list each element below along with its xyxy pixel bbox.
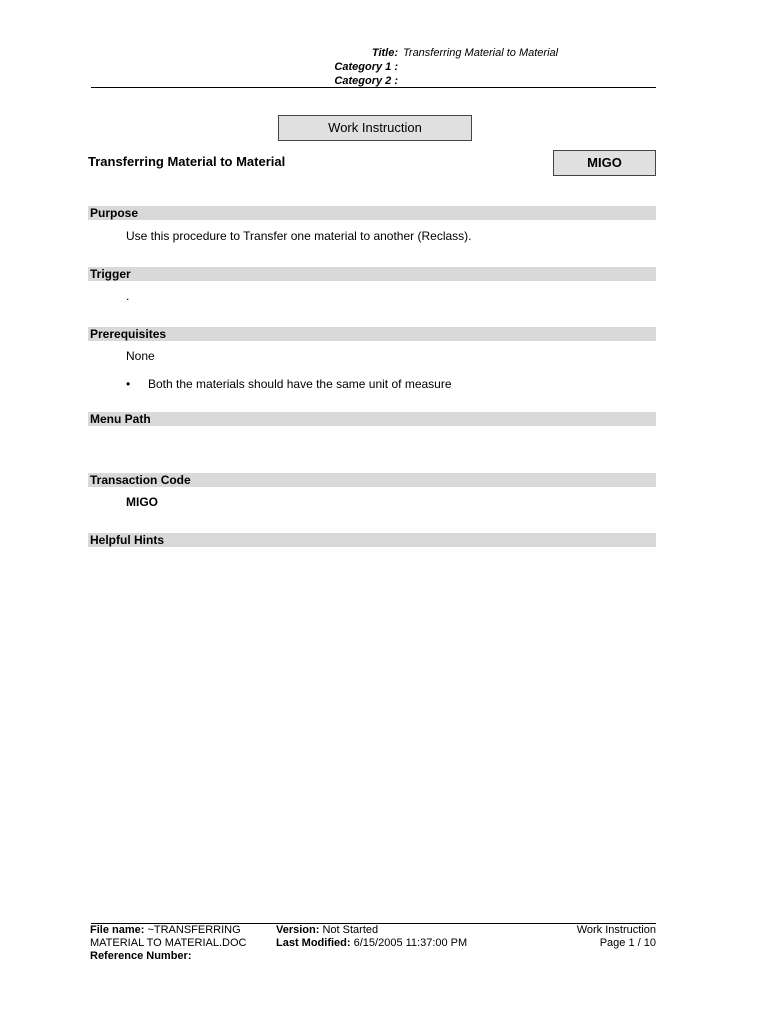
footer-version-label: Version: <box>276 924 320 936</box>
transaction-code-text: MIGO <box>126 495 158 509</box>
section-heading-purpose: Purpose <box>88 206 656 220</box>
document-header <box>300 46 600 88</box>
footer-file-info <box>90 924 270 963</box>
document-title: Transferring Material to Material <box>88 154 286 169</box>
prerequisites-text: None <box>126 349 155 363</box>
section-heading-transaction-code: Transaction Code <box>88 473 656 487</box>
header-title-value: Transferring Material to Material <box>403 47 559 59</box>
header-title-label: Title: <box>371 47 398 59</box>
header-category1-row <box>300 60 600 74</box>
footer-file-name-value2: MATERIAL TO MATERIAL.DOC <box>90 937 247 949</box>
prerequisites-bullet-item <box>126 377 452 391</box>
footer-version-info <box>276 924 506 950</box>
header-category1-label: Category 1 : <box>334 61 398 73</box>
header-title-row <box>300 46 600 60</box>
header-divider <box>91 87 656 88</box>
footer-file-name-line1 <box>90 924 270 937</box>
footer-page-info <box>520 924 656 950</box>
footer-reference-label: Reference Number: <box>90 950 192 962</box>
footer-file-name-value1: ~TRANSFERRING <box>147 924 241 936</box>
footer-version-value: Not Started <box>322 924 379 936</box>
section-heading-helpful-hints: Helpful Hints <box>88 533 656 547</box>
section-heading-prerequisites: Prerequisites <box>88 327 656 341</box>
purpose-text: Use this procedure to Transfer one material to another (Reclass). <box>126 229 472 243</box>
section-heading-trigger: Trigger <box>88 267 656 281</box>
prerequisites-bullet-text: Both the materials should have the same unit of measure <box>148 377 452 391</box>
bullet-icon: • <box>126 377 131 391</box>
footer-last-modified-label: Last Modified: <box>276 937 351 949</box>
header-category2-label: Category 2 : <box>334 75 398 87</box>
header-category2-row <box>300 74 600 88</box>
footer-page-number: Page 1 / 10 <box>599 937 656 949</box>
footer-last-modified-value: 6/15/2005 11:37:00 PM <box>353 937 468 949</box>
trigger-text: . <box>126 289 130 303</box>
footer-file-name-label: File name: <box>90 924 145 936</box>
work-instruction-box: Work Instruction <box>278 115 472 141</box>
transaction-code-box: MIGO <box>553 150 656 176</box>
footer-doc-type: Work Instruction <box>576 924 656 936</box>
section-heading-menu-path: Menu Path <box>88 412 656 426</box>
